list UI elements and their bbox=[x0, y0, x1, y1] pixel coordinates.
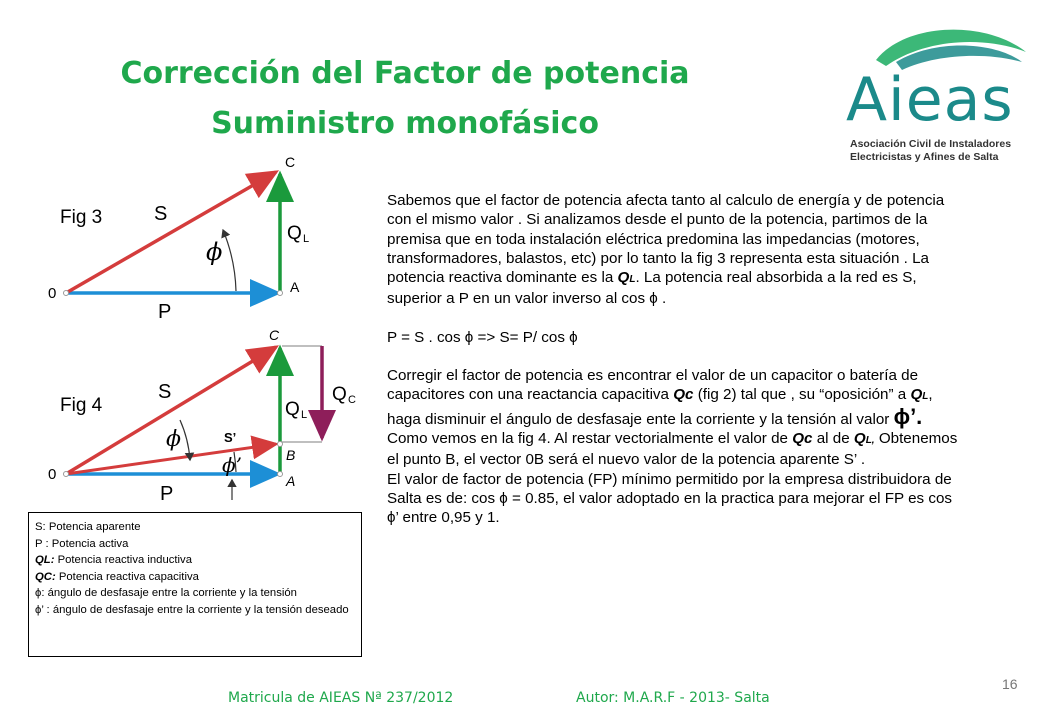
explanation-text bbox=[387, 191, 967, 527]
fig3-origin-label: 0 bbox=[48, 285, 57, 302]
legend-item: P : Potencia activa bbox=[35, 537, 129, 550]
fig4-label-QL-sub: L bbox=[301, 409, 308, 421]
paragraph-2: Corregir el factor de potencia es encontrar el valor de un capacitor o batería de capacitores con una reactancia capacitiva Qc (fig 2) tal que , su “oposición” a QL, haga disminuir el ángulo de desfasaje ente la corriente y la tensión al valor ϕ’. Como vemos en la fig 4. Al restar vectorialmente el valor de Qc al de QL, Obtenemos el punto B, el vector 0B será el nuevo valor de la potencia aparente S’ . bbox=[387, 367, 958, 469]
legend-item: S: Potencia aparente bbox=[35, 521, 141, 533]
footer-author: Autor: M.A.R.F - 2013- Salta bbox=[576, 690, 770, 706]
fig4-label-QC-sub: C bbox=[348, 394, 356, 406]
fig4-label-S: S bbox=[158, 381, 172, 403]
fig4-phiprime: ϕ’ bbox=[222, 453, 242, 477]
fig4-point-A: A bbox=[286, 473, 296, 489]
fig4-point-B: B bbox=[286, 447, 296, 463]
fig4-label: Fig 4 bbox=[60, 395, 103, 416]
fig3-point-C: C bbox=[285, 154, 296, 170]
phasor-diagrams bbox=[40, 150, 380, 510]
fig3-vector-S bbox=[66, 172, 276, 293]
fig4-vector-S bbox=[66, 347, 276, 474]
slide-title-line1: Corrección del Factor de potencia bbox=[120, 56, 690, 91]
fig3-label-P: P bbox=[158, 301, 172, 323]
slide-title-line2: Suministro monofásico bbox=[211, 106, 599, 141]
fig4-diagram bbox=[48, 327, 356, 505]
fig3-phi: ϕ bbox=[206, 238, 223, 266]
fig4-phi: ϕ bbox=[166, 427, 181, 452]
legend-box bbox=[28, 512, 362, 657]
legend-item: QC: Potencia reactiva capacitiva bbox=[35, 570, 199, 583]
fig3-label-S: S bbox=[154, 203, 168, 225]
footer-registration: Matricula de AIEAS Nª 237/2012 bbox=[228, 690, 454, 706]
fig4-label-Sprime: S’ bbox=[224, 430, 237, 445]
paragraph-3: El valor de factor de potencia (FP) mínimo permitido por la empresa distribuidora de Salta es de: cos ϕ = 0.85, el valor adoptado en la practica para mejorar el FP es cos ϕ’ entre 0,95 y 1. bbox=[387, 470, 952, 527]
fig3-label: Fig 3 bbox=[60, 207, 103, 228]
fig3-label-QL-sub: L bbox=[303, 233, 310, 245]
page-number: 16 bbox=[1002, 676, 1018, 692]
fig4-origin-label: 0 bbox=[48, 466, 57, 483]
legend-item: ϕ’ : ángulo de desfasaje entre la corriente y la tensión deseado bbox=[35, 603, 349, 616]
fig4-label-QL: Q bbox=[285, 399, 300, 420]
fig3-label-QL: Q bbox=[287, 223, 302, 244]
legend-item: ϕ: ángulo de desfasaje entre la corriente y la tensión bbox=[35, 587, 297, 599]
formula: P = S . cos ϕ => S= P/ cos ϕ bbox=[387, 328, 578, 346]
fig3-diagram bbox=[48, 154, 309, 323]
logo-subtitle: Asociación Civil de Instaladores Electricistas y Afines de Salta bbox=[850, 138, 1012, 163]
fig3-point-A: A bbox=[290, 279, 300, 295]
fig4-point-C: C bbox=[269, 327, 280, 343]
paragraph-1: Sabemos que el factor de potencia afecta tanto al calculo de energía y de potencia con el mismo valor . Si analizamos desde el punto de la potencia, partimos de la premisa que en toda instalación eléctrica predomina las impedancias (motores, transformadores, balastos, etc) por lo tanto la fig 3 representa esta situación . La potencia reactiva dominante es la QL. La potencia real absorbida a la red es S, superior a P en un valor inverso al cos ϕ . bbox=[387, 192, 945, 308]
legend-item: QL: Potencia reactiva inductiva bbox=[35, 554, 192, 566]
fig4-label-P: P bbox=[160, 483, 174, 505]
logo-wordmark: Aieas bbox=[846, 65, 1014, 135]
fig4-label-QC: Q bbox=[332, 384, 347, 405]
